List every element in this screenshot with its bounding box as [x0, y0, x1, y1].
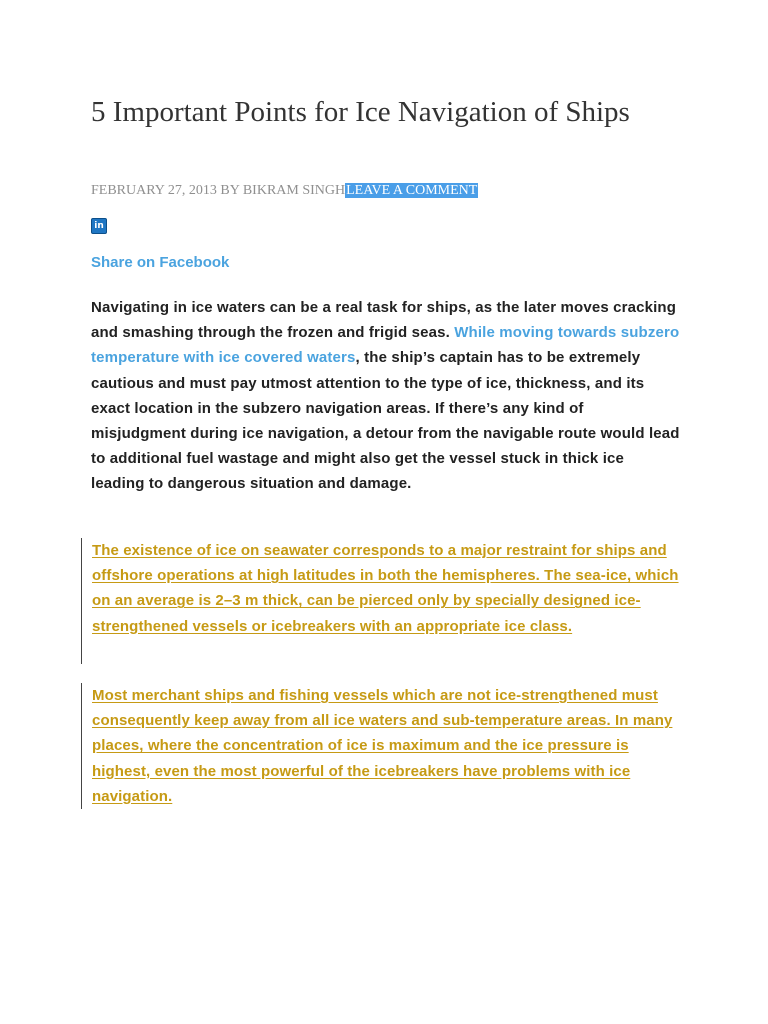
blockquote-merchant-ships	[81, 683, 681, 809]
blockquote-ice-restraint	[81, 538, 681, 664]
intro-text-1: Navigating in ice waters can be a real task for ships, as the later moves cracking and smashing through the frozen and frigid seas.	[91, 299, 677, 342]
intro-paragraph	[91, 295, 681, 497]
byline-separator: BY	[216, 183, 243, 198]
quote-link-merchant-ships[interactable]: Most merchant ships and fishing vessels which are not ice-strengthened must consequently keep away from all ice waters and sub-temperature areas. In many places, where the concentration of ice is maximum and the ice pressure is highest, even the most powerful of the icebreakers have problems with ice navigation.	[92, 687, 673, 805]
share-on-facebook-link[interactable]: Share on Facebook	[91, 254, 230, 271]
leave-comment-link[interactable]: LEAVE A COMMENT	[346, 183, 478, 198]
article-title: 5 Important Points for Ice Navigation of Ships	[91, 96, 630, 128]
subzero-waters-link[interactable]: While moving towards subzero temperature with ice covered waters	[91, 324, 680, 367]
quote-link-ice-restraint[interactable]: The existence of ice on seawater corresponds to a major restraint for ships and offshore operations at high latitudes in both the hemispheres. The sea-ice, which on an average is 2–3 m thick, can be pierced only by specially designed ice-strengthened vessels or icebreakers with an appropriate ice class.	[92, 542, 679, 635]
post-date: FEBRUARY 27, 2013	[91, 183, 217, 198]
author-name[interactable]: BIKRAM SINGH	[242, 183, 346, 198]
linkedin-icon[interactable]: in	[91, 218, 107, 234]
intro-text-2: , the ship’s captain has to be extremely cautious and must pay utmost attention to the type of ice, thickness, and its exact location in the subzero navigation areas. If there’s any kind of misjudgment during ice navigation, a detour from the navigable route would lead to additional fuel wastage and might also get the vessel stuck in thick ice leading to dangerous situation and damage.	[91, 349, 680, 493]
article-meta	[91, 182, 478, 200]
